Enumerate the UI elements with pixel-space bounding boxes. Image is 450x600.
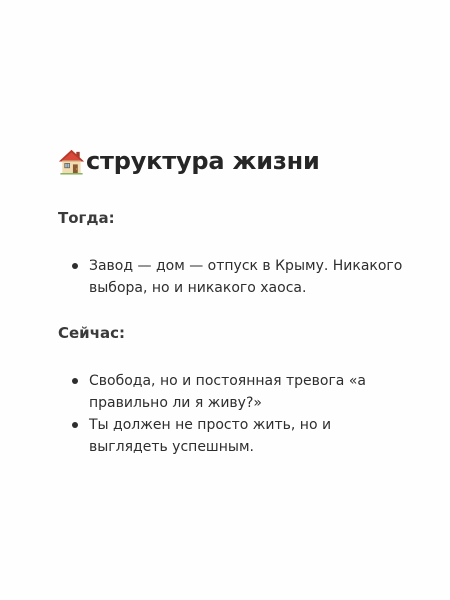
then-list [72,255,412,299]
list-item-text: Завод — дом — отпуск в Крыму. Никакого выбора, но и никакого хаоса. [89,258,403,296]
section-heading-then: Тогда: [58,209,115,227]
house-icon [58,148,85,175]
list-item-text: Свобода, но и постоянная тревога «а правильно ли я живу?» [89,373,366,411]
list-item-text: Ты должен не просто жить, но и выглядеть успешным. [89,417,332,455]
bullet-icon [72,422,78,428]
page-title: структура жизни [86,147,320,175]
list-item [72,370,412,414]
bullet-icon [72,378,78,384]
list-item [72,414,412,458]
page-title-row [58,146,320,176]
list-item [72,255,412,299]
bullet-icon [72,263,78,269]
section-heading-now: Сейчас: [58,324,126,342]
now-list [72,370,412,458]
